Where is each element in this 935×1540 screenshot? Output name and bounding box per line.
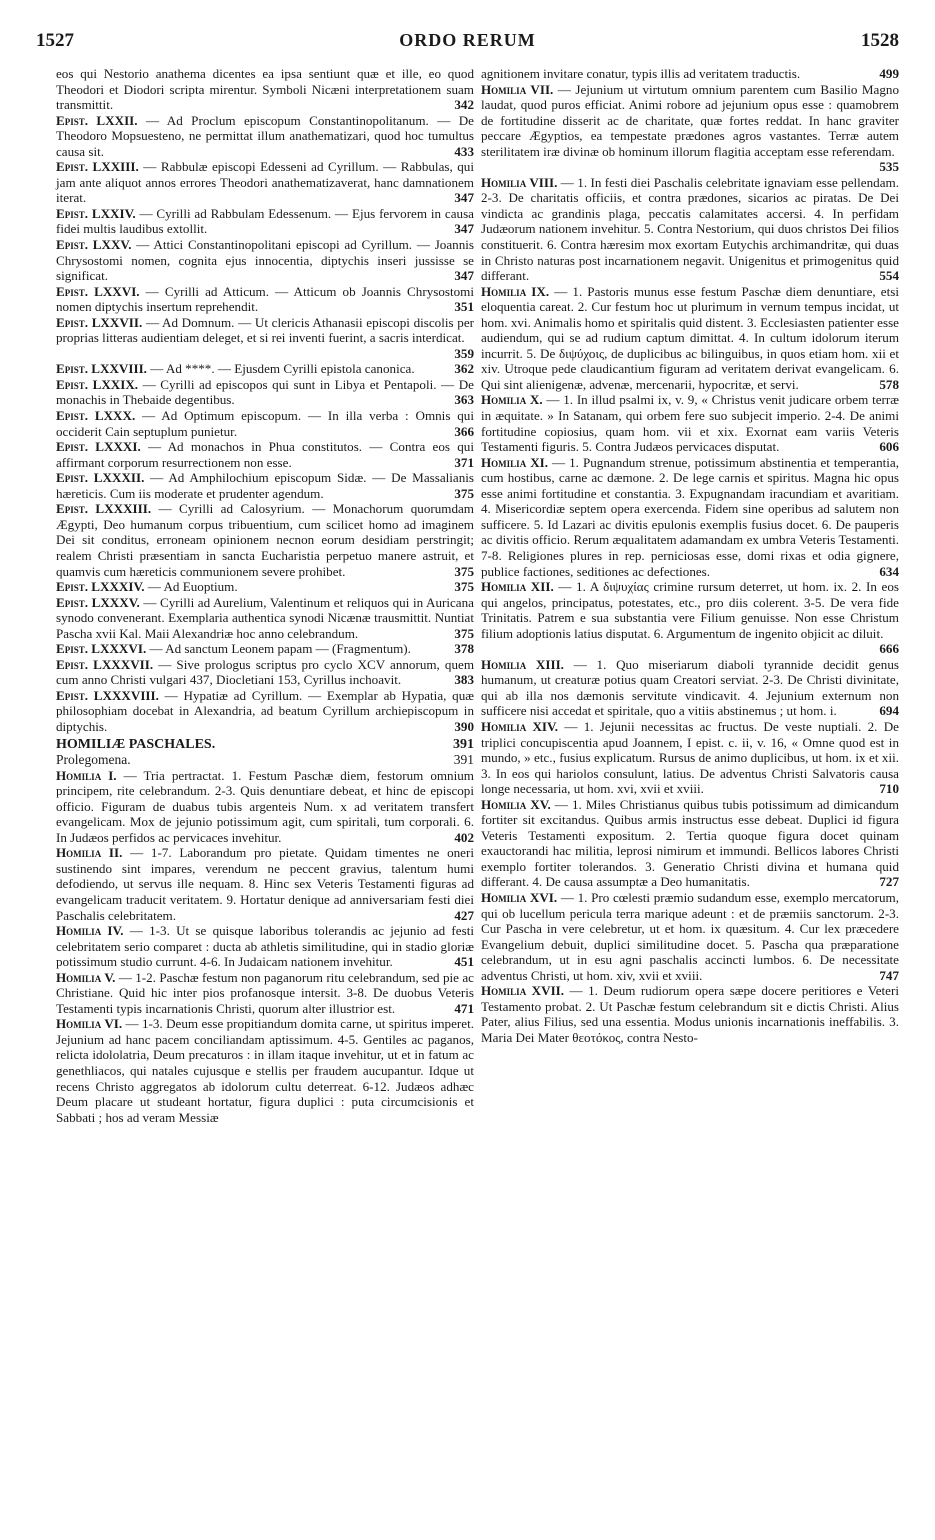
page-ref: 347 (454, 221, 474, 237)
entry-label: Homilia VII. (481, 81, 554, 97)
left-column (56, 66, 474, 1125)
toc-entry (481, 284, 899, 393)
entry-label: Homilia V. (56, 969, 116, 985)
entry-label: Epist. LXXXV. (56, 594, 140, 610)
entry-label: Homilia XVII. (481, 983, 565, 999)
toc-entry (56, 361, 474, 377)
page-ref: 471 (454, 1000, 474, 1016)
entry-text: — Ad ****. — Ejusdem Cyrilli epistola canonica. (146, 361, 415, 377)
entry-label: Epist. LXXIV. (56, 205, 136, 221)
page-ref: 375 (454, 563, 474, 579)
entry-text: — Tria pertractat. 1. Festum Paschæ diem, festorum omnium principem, rite celebrandum. 2-3. Quis denuntiare debeat, et hinc de episcopi officio. Figuram de duabus tubis argenteis Num. x ad veritatem transfert evangelicam. Mox de jejunio potissimum agit, cum spiritali, tum corporali. 6. In Judæos perfidos ac pervicaces invehitur. (56, 767, 474, 845)
toc-entry (481, 890, 899, 983)
page-ref: 694 (879, 703, 899, 719)
entry-label: Epist. LXXII. (56, 112, 138, 128)
page-ref: 451 (454, 954, 474, 970)
toc-entry (481, 579, 899, 657)
entry-text: — 1. In festi diei Paschalis celebritate ignaviam esse pellendam. 2-3. De charitatis officiis, et contra prædones, sicarios ac piratas. De Dei vindicta ac grandinis plaga, peccatis calamitates accersi. 4. In perfidam Judæorum nationem invehitur. 5. Contra Nestorium, qui duos christos Dei filios constituerit. 6. Contra hæresim mox exortam Eutychis archimandritæ, qui duas in Christo naturas post incarnationem negavit. Unigenitus et primogenitus quid differant. (481, 174, 899, 284)
toc-entry (56, 970, 474, 1017)
section-heading (56, 737, 474, 753)
toc-entry (481, 82, 899, 175)
page-ref: 634 (879, 563, 899, 579)
toc-entry (481, 175, 899, 284)
toc-entry (56, 845, 474, 923)
running-title: ORDO RERUM (399, 30, 536, 50)
page-ref: 359 (454, 345, 474, 361)
toc-entry (481, 657, 899, 719)
entry-text: — Attici Constantinopolitani episcopi ad Cyrillum. — Joannis Chrysostomi nomen, cognita ejus innocentia, diptychis inseri jussisse se significat. (56, 237, 474, 284)
page-ref: 366 (454, 423, 474, 439)
page-ref: 378 (454, 641, 474, 657)
entry-label: Epist. LXXIII. (56, 159, 139, 175)
entry-label: Epist. LXXXVII. (56, 656, 154, 672)
entry-text: — 1. Quo miseriarum diaboli tyrannide decidit genus humanum, ut creaturæ potius quam Creatori serviat. 2-3. De Christi divinitate, qui ab illa nos dæmonis servitute vindicavit. 4. Jejunium externum non sufficere nisi accedat et spiritale, quo a vitiis abstinemus ; ut hom. i. (481, 656, 899, 719)
toc-entry (56, 66, 474, 113)
toc-entry (481, 797, 899, 890)
entry-label: Homilia VI. (56, 1016, 123, 1032)
entry-text: — Hypatiæ ad Cyrillum. — Exemplar ab Hypatia, quæ philosophiam docebat in Alexandria, ad beatum Cyrillum archiepiscopum in diptychis. (56, 687, 474, 734)
toc-entry (56, 439, 474, 470)
toc-entry (56, 657, 474, 688)
entry-text: — Ad Optimum episcopum. — In illa verba : Omnis qui occiderit Cain septuplum punietur. (56, 408, 474, 439)
entry-text: — 1. In illud psalmi ix, v. 9, « Christus venit judicare orbem terræ in æquitate. » In Satanam, qui orbem fere suo subjecit imperio. 2-4. De animi fortitudine copiosius, quam hom. vii et xix. Exornat eam variis Veteris Testamenti figuris. 5. Contra Judæos pervicaces disputat. (481, 392, 899, 455)
page-ref: 606 (879, 439, 899, 455)
toc-entry (56, 408, 474, 439)
toc-entry (56, 595, 474, 642)
entry-text: — Cyrilli ad Calosyrium. — Monachorum quorumdam Ægypti, Deo humanum corpus tribuentium, cum scilicet homo ad imaginem Dei sit conditus, erroneam opinionem necnon eorum desidiam perstringit; realem Christi præsentiam in sancta Eucharistia perpetuo manere astruit, et quamvis cum hæreticis communionem severe prohibet. (56, 501, 474, 579)
page-ref: 375 (454, 579, 474, 595)
entry-label: Epist. LXXXII. (56, 470, 145, 486)
entry-label: Epist. LXXXIV. (56, 579, 145, 595)
page-ref: 390 (454, 718, 474, 734)
entry-text: — 1. A διψυχίας crimine rursum deterret, ut hom. ix. 2. In eos qui angelos, principatus, potestates, etc., pro diis colerent. 3-5. De vera fide Trinitatis. Patrem e sua substantia vere Filium genuisse. Non esse Christum filium adoptionis latius disputat. 6. Argumentum de ingenito objicit ac diluit. (481, 579, 899, 641)
page-ref: 535 (879, 159, 899, 175)
entry-label: Homilia XVI. (481, 889, 558, 905)
entry-text: agnitionem invitare conatur, typis illis ad veritatem traductis. (481, 66, 801, 81)
entry-label: Epist. LXXIX. (56, 376, 139, 392)
entry-label: Epist. LXXV. (56, 237, 132, 253)
entry-text: — 1. Jejunii necessitas ac fructus. De veste nuptiali. 2. De triplici concupiscentia apud Joannem, I epist. c. ii, v. 16, « Omne quod est in mundo, » etc., fusius explicatum. Rursus de animo duplicibus, ut hom. ix et xii. 3. In eos qui hariolos consulunt, latius. De adventus Christi Salvatoris causa longe necessaria, ut hom. xvi, xvii et xviii. (481, 718, 899, 797)
entry-label: Homilia I. (56, 767, 117, 783)
page-ref: 499 (879, 66, 899, 81)
entry-label: Epist. LXXXVIII. (56, 687, 159, 703)
entry-text: — Cyrilli ad Aurelium, Valentinum et reliquos qui in Auricana synodo convenerant. Exemplaria authentica synodi Nicænæ trausmittit. Nuntiat Pascha xvii Kal. Maii Alexandriæ hoc anno celebrandum. (56, 594, 474, 641)
entry-label: Homilia XII. (481, 579, 554, 595)
toc-entry (56, 923, 474, 970)
toc-entry (481, 66, 899, 82)
page-ref: 371 (454, 454, 474, 470)
entry-text: — Ad Amphilochium episcopum Sidæ. — De Massalianis hæreticis. Cum iis moderate et prudenter agendum. (56, 470, 474, 501)
entry-text: — Jejunium ut virtutum omnium parentem cum Basilio Magno laudat, quod puros efficiat. Animi robore ad jejunium opus esse : quamobrem de fortitudine disserit ac de charitate, quæ fortes reddat. In hanc graviter peccare Ægyptios, ea tempestate prædones agros vastantes. Terræ autem sterilitatem iræ divinæ ob hominum illorum flagitia acceptam esse referendam. (481, 81, 899, 159)
entry-text: — Ad Euoptium. (144, 579, 238, 595)
toc-entry (56, 284, 474, 315)
toc-entry (56, 315, 474, 362)
entry-text: — Ad monachos in Phua constitutos. — Contra eos qui affirmant corporum resurrectionem non esse. (56, 439, 474, 470)
entry-text: — Ad sanctum Leonem papam — (Fragmentum). (146, 641, 411, 657)
page-ref: 363 (454, 392, 474, 408)
page-number-left: 1527 (36, 30, 74, 51)
entry-text: — 1-7. Laborandum pro pietate. Quidam timentes ne oneri sustinendo sint impares, verendum ne peccent gravius, talentum humi defodiendo, ut servus ille nequam. 8. Hinc sex Veteris Testamenti figuras ad evangelicam traducit veritatem. 9. Hortatur denique ad anniversariam festi diei Paschalis celebritatem. (56, 845, 474, 923)
entry-text: — 1-3. Ut se quisque laboribus tolerandis ac jejunio ad festi celebritatem serio comparet : ducta ab athletis similitudine, qui in stadio gloriæ potissimum studio currunt. 4-6. In Judaicam nationem invehitur. (56, 923, 474, 970)
page-ref: 362 (454, 361, 474, 377)
page-ref: 383 (454, 672, 474, 688)
toc-entry (56, 377, 474, 408)
subheading (56, 752, 474, 768)
page-ref: 375 (454, 625, 474, 641)
page-ref: 666 (879, 641, 899, 657)
entry-label: Homilia VIII. (481, 174, 558, 190)
page-ref: 347 (454, 190, 474, 206)
heading-text: HOMILIÆ PASCHALES. (56, 736, 216, 752)
entry-label: Homilia IV. (56, 923, 124, 939)
page-ref: 710 (879, 781, 899, 797)
toc-entry (481, 455, 899, 579)
page-number-right: 1528 (861, 30, 899, 51)
page-ref: 347 (454, 268, 474, 284)
entry-text: eos qui Nestorio anathema dicentes ea ipsa sentiunt quæ et ille, eo quod Theodori et Diodori scripta mirentur. Symboli Nicæni interpretationem suam transmittit. (56, 66, 474, 113)
entry-text: — 1-3. Deum esse propitiandum domita carne, ut spiritus imperet. Jejunium ad hanc pacem conciliandam aptissimum. 4-5. Gentiles ac paganos, relicta idololatria, Deum precaturos : in illam itaque invehitur, ut et in fatum ac genethliacos, qui natales cujusque e stellis per fraudem aucupantur. Idque ut recens Christo aggregatos ab idolorum cultu deterreat. 6-12. Judæos adhæc Deum placare ut studeant hortatur, figura duplici : puta circumcisionis et Sabbati ; hos ad veram Messiæ (56, 1016, 474, 1125)
entry-text: — Cyrilli ad Rabbulam Edessenum. — Ejus fervorem in causa fidei multis laudibus extollit. (56, 205, 474, 237)
entry-label: Homilia XI. (481, 454, 549, 470)
entry-label: Epist. LXXXI. (56, 439, 141, 455)
page-ref: 391 (453, 752, 474, 768)
page-ref: 351 (454, 299, 474, 315)
running-header (36, 30, 899, 56)
entry-text: — 1. Deum rudiorum opera sæpe docere peritiores e Veteri Testamento probat. 2. Ut Paschæ festum celebrandum sit e dictis Christi. Alius Pater, alius Filius, sed una essentia. Modus unionis incarnationis ineffabilis. 3. Maria Dei Mater θεοτόκος, contra Nesto- (481, 983, 899, 1045)
toc-entry (56, 470, 474, 501)
entry-text: — 1. Pugnandum strenue, potissimum abstinentia et temperantia, cum hostibus, carne ac dæmone. 2. De lege carnis et spiritus. Magna hic opus esse animi fortitudine et constantia. 3. Expugnandam iracundiam et avaritiam. 4. Misericordiæ septem opera exercenda. Fidem sine operibus ad salutem non sufficere. 5. Id Lazari ac divitis epulonis exemplis fusius docet. 6. De pauperis ac divitis officio. Rerum æqualitatem adamandam ex umbra Veteris Testamenti. 7-8. Religiones plures in rep. perniciosas esse, domi rixas et odia gignere, publice factiones, seditiones ac defectiones. (481, 454, 899, 579)
toc-entry (56, 579, 474, 595)
right-column (481, 66, 899, 1045)
entry-text: — 1-2. Paschæ festum non paganorum ritu celebrandum, sed pie ac Christiane. Quid hic inter pios profanosque intersit. 3-8. De duobus Veteris Testamenti typis incarnationis Christi, quorum alter illustrior est. (56, 969, 474, 1016)
entry-text: — Rabbulæ episcopi Edesseni ad Cyrillum. — Rabbulas, qui jam ante aliquot annos errores Theodori anathematizaverat, hanc damnationem iterat. (56, 159, 474, 206)
entry-text: — 1. Pro cœlesti præmio sudandum esse, exemplo mercatorum, qui ob lucellum pericula terra marique adeunt : et de præmiis sanctorum. 2-3. Cur Pascha in vere celebretur, ut et hom. ix quæsitum. 4. Cur lex præcedere Evangelium debuit, duplici similitudine docet. 5. Pascha qua præparatione celebrandum, ut in esu agni paschalis accincti lumbos. 6. De necessitate adventus Christi, ut hom. xiv, xvii et xviii. (481, 889, 899, 983)
page-ref: 747 (879, 967, 899, 983)
page-ref: 554 (879, 268, 899, 284)
page-ref: 427 (454, 907, 474, 923)
toc-entry (56, 641, 474, 657)
entry-text: — Cyrilli ad episcopos qui sunt in Libya et Pentapoli. — De monachis in Thebaide degentibus. (56, 376, 474, 408)
entry-text: — Ad Domnum. — Ut clericis Athanasii episcopi discolis per proprias litteras audientiam deleget, et si rei inventi fuerint, a sacris interdicat. (56, 314, 474, 346)
entry-label: Homilia XIV. (481, 718, 559, 734)
toc-entry (56, 159, 474, 206)
entry-label: Homilia II. (56, 845, 123, 861)
page-ref: 402 (454, 829, 474, 845)
toc-entry (481, 983, 899, 1045)
entry-label: Homilia X. (481, 392, 543, 408)
heading-text: Prolegomena. (56, 752, 131, 768)
entry-label: Epist. LXXX. (56, 408, 136, 424)
entry-label: Homilia XV. (481, 796, 551, 812)
toc-entry (56, 237, 474, 284)
entry-text: — Ad Proclum episcopum Constantinopolitanum. — De Theodoro Mopsuesteno, ne permittat illum anathematizari, quod hoc tumultus causa sit. (56, 112, 474, 159)
page-ref: 578 (879, 376, 899, 392)
entry-text: — Sive prologus scriptus pro cyclo XCV annorum, quem cum anno Christi vulgari 437, Diocletiani 153, Cyrillus inchoavit. (56, 656, 475, 688)
entry-label: Epist. LXXVI. (56, 283, 140, 299)
page-ref: 433 (454, 143, 474, 159)
entry-text: — 1. Pastoris munus esse festum Paschæ diem denuntiare, etsi eloquentia careat. 2. Cur festum hoc ut plurimum in vernum tempus incidat, ut hom. xvi. Animalis homo et spiritalis quid distent. 3. Ecclesiasten patienter esse audiendum, qui se ad rudium captum dimittat. 4. In cultum idolorum iterum incurrit. 5. De διψύχοις, de duplicibus ac bilinguibus, in quos etiam hom. xii et xiv. Utroque pede claudicantium figuram ad veritatem derivat evangelicam. 6. Qui sint alienigenæ, advenæ, mercenarii, hypocritæ, et servi. (481, 283, 899, 392)
page-ref: 375 (454, 485, 474, 501)
entry-label: Homilia XIII. (481, 656, 564, 672)
entry-label: Epist. LXXVII. (56, 314, 143, 330)
entry-text: — 1. Miles Christianus quibus tubis potissimum ad dimicandum fortiter sit excitandus. Quibus armis instructus esse debeat. Duplici id figura Veteris Testamenti expositum. 2. Tertia quoque figura docet quinam exauctorandi hac militia, leprosi nimirum et immundi. Bellicos labores Christi exemplo fortiter tolerandos. 3. Generatio Christi divina et humana quid differant. 4. De causa assumptæ a Deo humanitatis. (481, 796, 899, 890)
toc-entry (56, 206, 474, 237)
toc-entry (56, 768, 474, 846)
toc-entry (56, 113, 474, 160)
toc-entry (56, 688, 474, 735)
entry-label: Homilia IX. (481, 283, 550, 299)
toc-entry (481, 392, 899, 454)
toc-entry (481, 719, 899, 797)
toc-entry (56, 501, 474, 579)
entry-label: Epist. LXXVIII. (56, 361, 147, 377)
entry-text: — Cyrilli ad Atticum. — Atticum ob Joannis Chrysostomi nomen diptychis insertum reprehendit. (56, 283, 474, 315)
page-ref: 727 (879, 874, 899, 890)
toc-entry (56, 1016, 474, 1125)
page-ref: 342 (454, 97, 474, 113)
entry-label: Epist. LXXXVI. (56, 641, 147, 657)
entry-label: Epist. LXXXIII. (56, 501, 152, 517)
page-ref: 391 (453, 736, 474, 752)
